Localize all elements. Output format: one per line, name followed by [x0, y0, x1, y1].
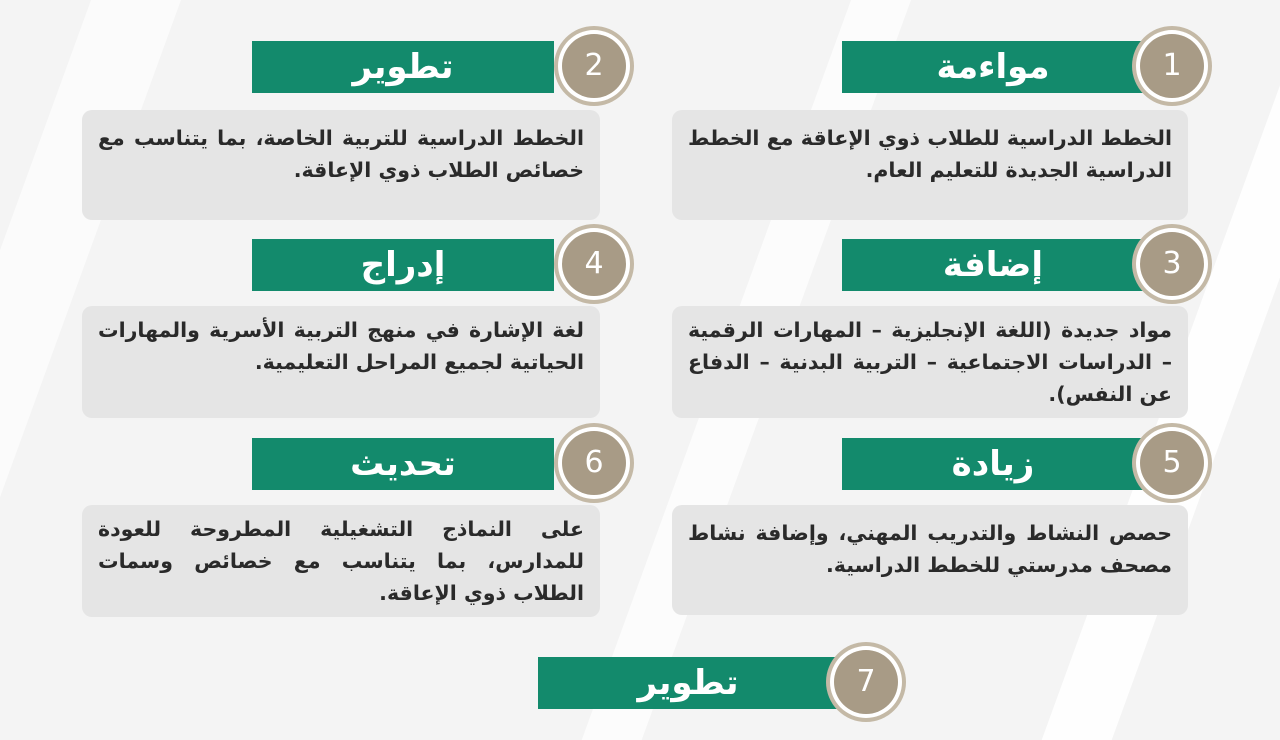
- card-5-text: حصص النشاط والتدريب المهني، وإضافة نشاط مصحف مدرستي للخطط الدراسية.: [672, 505, 1188, 615]
- card-3-number-badge: 3: [1140, 232, 1204, 296]
- card-3-text: مواد جديدة (اللغة الإنجليزية – المهارات الرقمية – الدراسات الاجتماعية – التربية البدنية – الدفاع عن النفس).: [672, 306, 1188, 418]
- card-2-number-badge: 2: [562, 34, 626, 98]
- card-4-title: إدراج: [252, 239, 554, 291]
- card-3-title: إضافة: [842, 239, 1144, 291]
- card-7-number-badge: 7: [834, 650, 898, 714]
- card-5-number-badge: 5: [1140, 431, 1204, 495]
- card-6-text: على النماذج التشغيلية المطروحة للعودة للمدارس، بما يتناسب مع خصائص وسمات الطلاب ذوي الإعاقة.: [82, 505, 600, 617]
- card-1-title: مواءمة: [842, 41, 1144, 93]
- card-4-number-badge: 4: [562, 232, 626, 296]
- card-1-number-badge: 1: [1140, 34, 1204, 98]
- card-1-text: الخطط الدراسية للطلاب ذوي الإعاقة مع الخطط الدراسية الجديدة للتعليم العام.: [672, 110, 1188, 220]
- card-7-title: تطوير: [538, 657, 838, 709]
- card-2-text: الخطط الدراسية للتربية الخاصة، بما يتناسب مع خصائص الطلاب ذوي الإعاقة.: [82, 110, 600, 220]
- card-6-number-badge: 6: [562, 431, 626, 495]
- card-5-title: زيادة: [842, 438, 1144, 490]
- card-4-text: لغة الإشارة في منهج التربية الأسرية والمهارات الحياتية لجميع المراحل التعليمية.: [82, 306, 600, 418]
- card-2-title: تطوير: [252, 41, 554, 93]
- card-6-title: تحديث: [252, 438, 554, 490]
